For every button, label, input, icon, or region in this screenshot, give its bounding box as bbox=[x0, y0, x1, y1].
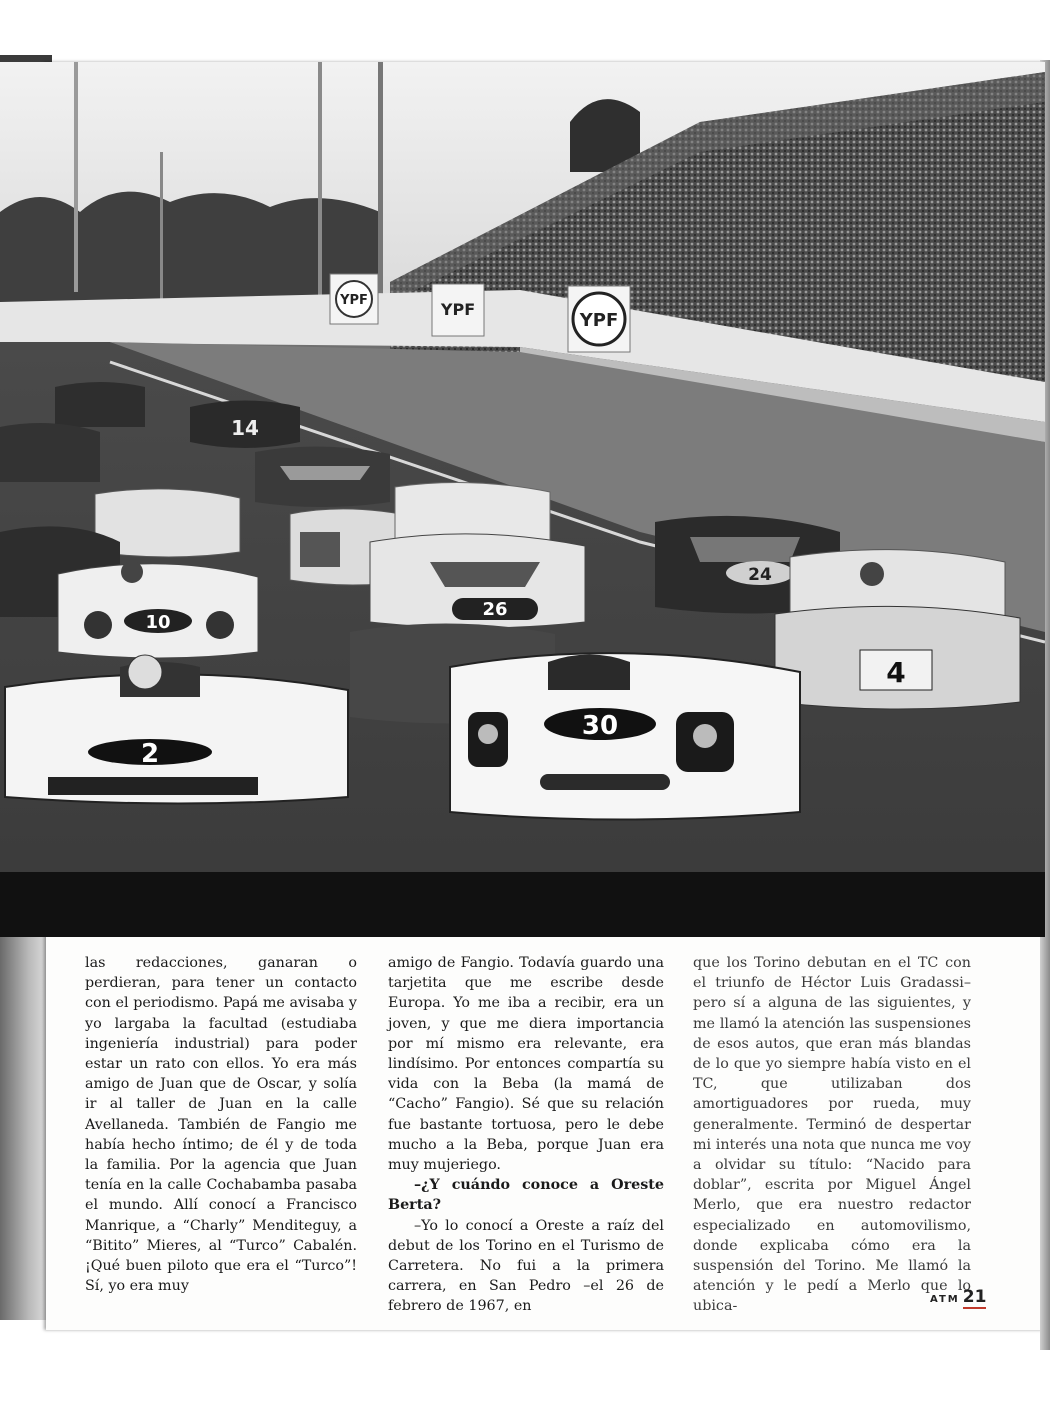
ypf-sign-text: YPF bbox=[579, 310, 619, 331]
race-photo-illustration bbox=[0, 62, 1045, 937]
article-column-2 bbox=[388, 953, 664, 1317]
car-number: 10 bbox=[145, 612, 171, 633]
race-car bbox=[190, 401, 300, 449]
paragraph: amigo de Fangio. Todavía guardo una tarjetita que me escribe desde Europa. Yo me iba a recibir, era un joven, y que me diera importancia por mí mismo era relevante, era lindísimo. Por entonces compartía su vida con la Beba (la mamá de “Cacho” Fangio). Sé que su relación fue bastante tortuosa, pero le debe mucho a la Beba, porque Juan era muy mujeriego. bbox=[388, 955, 664, 1174]
car-number: 14 bbox=[231, 416, 259, 440]
paragraph: –Yo lo conocí a Oreste a raíz del debut de los Torino en el Turismo de Carretera. No fui a la primera carrera, en San Pedro –el 26 de febrero de 1967, en bbox=[388, 1217, 664, 1315]
page-folio bbox=[930, 1287, 986, 1307]
race-car bbox=[450, 653, 800, 819]
paragraph: las redacciones, ganaran o perdieran, para tener un contacto con el periodismo. Papá me avisaba y yo largaba la facultad (estudiaba ingeniería industrial) para poder estar un rato con ellos. Yo era más amigo de Juan que de Oscar, y solía ir al taller de Juan en la calle Avellaneda. También de Fangio me había hecho íntimo; de él y de toda la familia. Por la agencia que Juan tenía en la calle Cochabamba pasaba el mundo. Allí conocí a Francisco Manrique, a “Charly” Menditeguy, a “Bitito” Mieres, al “Turco” Cabalén. ¡Qué buen piloto que era el “Turco”! Sí, yo era muy bbox=[85, 955, 357, 1295]
car-number: 26 bbox=[482, 599, 508, 620]
car-number: 30 bbox=[581, 711, 619, 741]
car-number: 2 bbox=[140, 739, 160, 769]
race-car bbox=[55, 382, 145, 427]
page-number: 21 bbox=[962, 1287, 987, 1307]
article-column-3 bbox=[693, 953, 971, 1317]
race-car bbox=[370, 534, 585, 628]
car-number: 24 bbox=[748, 565, 772, 585]
article-column-1 bbox=[85, 953, 357, 1296]
ypf-sign bbox=[432, 284, 484, 336]
ypf-sign bbox=[568, 286, 630, 352]
race-car bbox=[0, 423, 100, 482]
magazine-name: ATM bbox=[930, 1294, 960, 1305]
race-car bbox=[255, 446, 390, 507]
interview-question: –¿Y cuándo conoce a Oreste Berta? bbox=[388, 1177, 664, 1214]
race-start-photo bbox=[0, 62, 1045, 937]
race-car bbox=[58, 561, 258, 658]
ypf-sign-text: YPF bbox=[340, 293, 368, 308]
ypf-sign-text: YPF bbox=[440, 300, 476, 319]
car-number: 4 bbox=[886, 656, 906, 689]
ypf-sign bbox=[330, 274, 378, 324]
paragraph: que los Torino debutan en el TC con el triunfo de Héctor Luis Gradassi– pero sí a alguna de las siguientes, y me llamó la atención las suspensiones de esos autos, que eran más blandas de lo que yo siempre había visto en el TC, que utilizaban dos amortiguadores por rueda, muy generalmente. Terminó de despertar mi interés una nota que nunca me voy a olvidar su título: “Nacido para doblar”, escrita por Miguel Ángel Merlo, que era nuestro redactor especializado en automovilismo, donde explicaba cómo era la suspensión del Torino. Me llamó la atención y le pedí a Merlo que lo ubica- bbox=[693, 955, 971, 1315]
